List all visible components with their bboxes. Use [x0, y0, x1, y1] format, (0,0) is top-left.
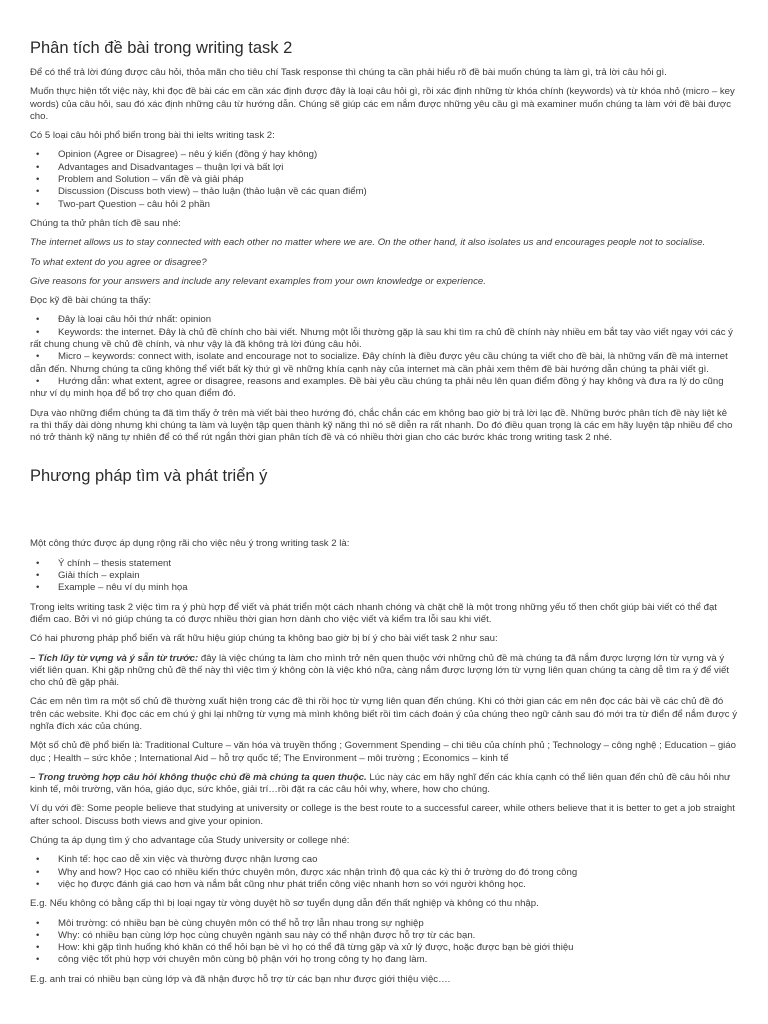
paragraph: Có hai phương pháp phổ biến và rất hữu hiệu giúp chúng ta không bao giờ bị bí ý cho bài viết task 2 như sau:: [30, 633, 498, 645]
paragraph: Đọc kỹ đề bài chúng ta thấy:: [30, 295, 152, 307]
list-item: • Giải thích – explain: [30, 570, 738, 582]
list-item: • việc họ được đánh giá cao hơn và nắm bắt cũng như phát triển công việc nhanh hơn so với người không học.: [30, 879, 738, 891]
method-text: Lúc này các em hãy nghĩ đến các khía cạnh có thể liên quan đến chủ đề câu hỏi như kinh tế, môi trường, văn hóa, giáo dục, sức khỏe, giải trí…rồi đặt ra các câu hỏi why, where, how cho chúng.: [30, 771, 731, 796]
list-item: • Why and how? Học cao có nhiều kiến thức chuyên môn, được xác nhận trình độ qua các kỳ thi ở trường do đó trong công: [30, 867, 738, 879]
list-item: • How: khi gặp tình huống khó khăn có thể hỏi bạn bè vì họ có thể đã từng gặp và xử lý được, hoặc được bạn bè giới thiệu: [30, 942, 738, 954]
environment-list: [30, 918, 738, 967]
sample-question: The internet allows us to stay connected with each other no matter where we are. On the other hand, it also isolates us and encourages people not to socialise.: [30, 237, 706, 249]
paragraph: Dựa vào những điểm chúng ta đã tìm thấy ở trên mà viết bài theo hướng đó, chắc chắn các em không bao giờ bị trả lời lạc đề. Những bước phân tích đề này liệt kê ra thì thấy dài dòng nhưng khi chúng ta làm và luyện tập quen thành kỹ năng thì nó sẽ diễn ra rất nhanh. Do đó điều quan trọng là các em hãy luyện tập nhiều để cho nó trở thành kỹ năng tự nhiên để có thể rút ngắn thời gian phân tích đề và có nhiều thời gian cho các bước khác trong writing task 2 nhé.: [30, 407, 733, 444]
method-title: – Tích lũy từ vựng và ý sẵn từ trước:: [30, 652, 199, 664]
spacer: [30, 486, 738, 538]
paragraph: [30, 653, 738, 690]
paragraph: E.g. Nếu không có bằng cấp thì bị loại ngay từ vòng duyệt hồ sơ tuyển dụng dẫn đến thất nghiệp và không có thu nhập.: [30, 898, 539, 910]
list-item: • Ý chính – thesis statement: [30, 558, 738, 570]
list-item: • Why: có nhiều bạn cùng lớp học cùng chuyên ngành sau này có thể nhận được hỗ trợ từ các bạn.: [30, 930, 738, 942]
sample-question-instruction: Give reasons for your answers and include any relevant examples from your own knowledge or experience.: [30, 275, 486, 287]
paragraph: Có 5 loại câu hỏi phổ biến trong bài thi ielts writing task 2:: [30, 130, 275, 142]
paragraph: Muốn thực hiện tốt việc này, khi đọc đề bài các em cần xác định được đây là loại câu hỏi gì, rồi xác định những từ khóa chính (keywords) và từ khóa nhỏ (micro – key words) của câu hỏi, sau đó xác định những câu từ hướng dẫn. Chúng sẽ giúp các em nắm được những yêu cầu gì mà examiner muốn chúng ta làm với đề bài được cho.: [30, 86, 735, 122]
list-item: • Example – nêu ví dụ minh họa: [30, 582, 738, 594]
bullet: •: [36, 351, 40, 363]
list-item: • công việc tốt phù hợp với chuyên môn cùng bộ phận với họ trong công ty họ đang làm.: [30, 954, 738, 966]
method-title: – Trong trường hợp câu hỏi không thuộc chủ đề mà chúng ta quen thuộc.: [30, 771, 367, 783]
list-item: • Kinh tế: học cao dễ xin việc và thường được nhận lương cao: [30, 854, 738, 866]
list-item: • Two-part Question – câu hỏi 2 phần: [30, 199, 738, 211]
paragraph: Các em nên tìm ra một số chủ đề thường xuất hiện trong các đề thi rồi học từ vựng liên quan đến chúng. Khi có thời gian các em nên đọc các bài về các chủ đề đó trên các website. Khi đọc các em chú ý ghi lại những từ vựng mà mình không biết rồi tìm cách đoán ý của chúng theo ngữ cảnh sau đó mới tra từ điển để nắm được ý nghĩa đích xác của chúng.: [30, 696, 738, 732]
bullet: •: [36, 314, 40, 326]
paragraph: [30, 772, 738, 797]
list-item: • Discussion (Discuss both view) – thảo luận (thảo luận về các quan điểm): [30, 186, 738, 198]
list-item: [30, 327, 738, 352]
list-item-text: Đây là loại câu hỏi thứ nhất: opinion: [58, 314, 212, 326]
formula-list: [30, 558, 738, 595]
bullet: •: [36, 326, 40, 338]
list-item-text: Keywords: the internet. Đây là chủ đề chính cho bài viết. Nhưng một lỗi thường gặp là sau khi tìm ra chủ đề chính này nhiều em bắt tay vào viết ngay với các ý rất chung chung về chủ đề chính, và như vậy là đã không trả lời đúng câu hỏi.: [30, 326, 733, 351]
list-item-text: Micro – keywords: connect with, isolate and encourage not to socialize. Đây chính là điều được yêu cầu chúng ta viết cho đề bài, là những vấn đề mà internet dẫn đến. Nhưng chúng ta cũng không thể viết bất kỳ thứ gì về những khía cạnh này của internet mà cần phải xem thêm đề bài hướng dẫn chúng ta phải viết gì.: [30, 351, 728, 375]
heading-ideas: Phương pháp tìm và phát triển ý: [30, 467, 268, 486]
question-types-list: [30, 149, 738, 210]
list-item: • Advantages and Disadvantages – thuận lợi và bất lợi: [30, 162, 738, 174]
heading-analysis: Phân tích đề bài trong writing task 2: [30, 39, 293, 57]
list-item: [30, 351, 738, 376]
sample-question-instruction: To what extent do you agree or disagree?: [30, 256, 207, 268]
list-item: [30, 376, 738, 401]
method-text: đây là việc chúng ta làm cho mình trở nên quen thuộc với những chủ đề mà chúng ta đã nắm được lượng lớn từ vựng và ý viết liên quan. Khi gặp những chủ đề thế này thì việc tìm ý không còn là việc khó nữa, càng nắm được lượng lớn từ vựng liên quan chúng ta càng dễ tìm ra ý để viết cho chủ đề gặp phải.: [30, 652, 729, 689]
paragraph: Để có thể trả lời đúng được câu hỏi, thỏa mãn cho tiêu chí Task response thì chúng ta cần phải hiểu rõ đề bài muốn chúng ta làm gì, trả lời câu hỏi gì.: [30, 67, 667, 78]
paragraph: Chúng ta áp dụng tìm ý cho advantage của Study university or college nhé:: [30, 835, 350, 847]
list-item: [30, 314, 738, 326]
list-item: • Problem and Solution – vấn đề và giải pháp: [30, 174, 738, 186]
paragraph: Một công thức được áp dụng rộng rãi cho việc nêu ý trong writing task 2 là:: [30, 538, 350, 550]
list-item-text: Hướng dẫn: what extent, agree or disagree, reasons and examples. Đề bài yêu cầu chúng ta phải nêu lên quan điểm đồng ý hay không và đưa ra lý do cũng như ví dụ minh họa để bổ trợ cho quan điểm đó.: [30, 375, 724, 400]
paragraph: Một số chủ đề phổ biến là: Traditional Culture – văn hóa và truyền thống ; Government Spending – chi tiêu của chính phủ ; Technology – công nghệ ; Education – giáo dục ; Health – sức khỏe ; International Aid – hỗ trợ quốc tế; The Environment – môi trường ; Economics – kinh tế: [30, 740, 736, 764]
analysis-list: [30, 314, 738, 400]
paragraph: Trong ielts writing task 2 việc tìm ra ý phù hợp để viết và phát triển một cách nhanh chóng và chặt chẽ là một trong những yếu tố then chốt giúp bài viết có thể đạt điểm cao. Bởi vì nó giúp chúng ta có được nhiều thời gian hơn dành cho việc viết và kiểm tra lỗi sau khi viết.: [30, 601, 717, 625]
paragraph: Ví dụ với đề: Some people believe that studying at university or college is the best route to a successful career, while others believe that it is better to get a job straight after school. Discuss both views and give your opinion.: [30, 803, 735, 827]
paragraph: E.g. anh trai có nhiều bạn cùng lớp và đã nhận được hỗ trợ từ các bạn như được giới thiệu việc….: [30, 973, 451, 985]
advantage-list: [30, 854, 738, 891]
list-item: • Môi trường: có nhiều bạn bè cùng chuyên môn có thể hỗ trợ lẫn nhau trong sự nghiệp: [30, 918, 738, 930]
paragraph: Chúng ta thử phân tích đề sau nhé:: [30, 217, 181, 229]
list-item: • Opinion (Agree or Disagree) – nêu ý kiến (đồng ý hay không): [30, 149, 738, 161]
bullet: •: [36, 375, 40, 387]
